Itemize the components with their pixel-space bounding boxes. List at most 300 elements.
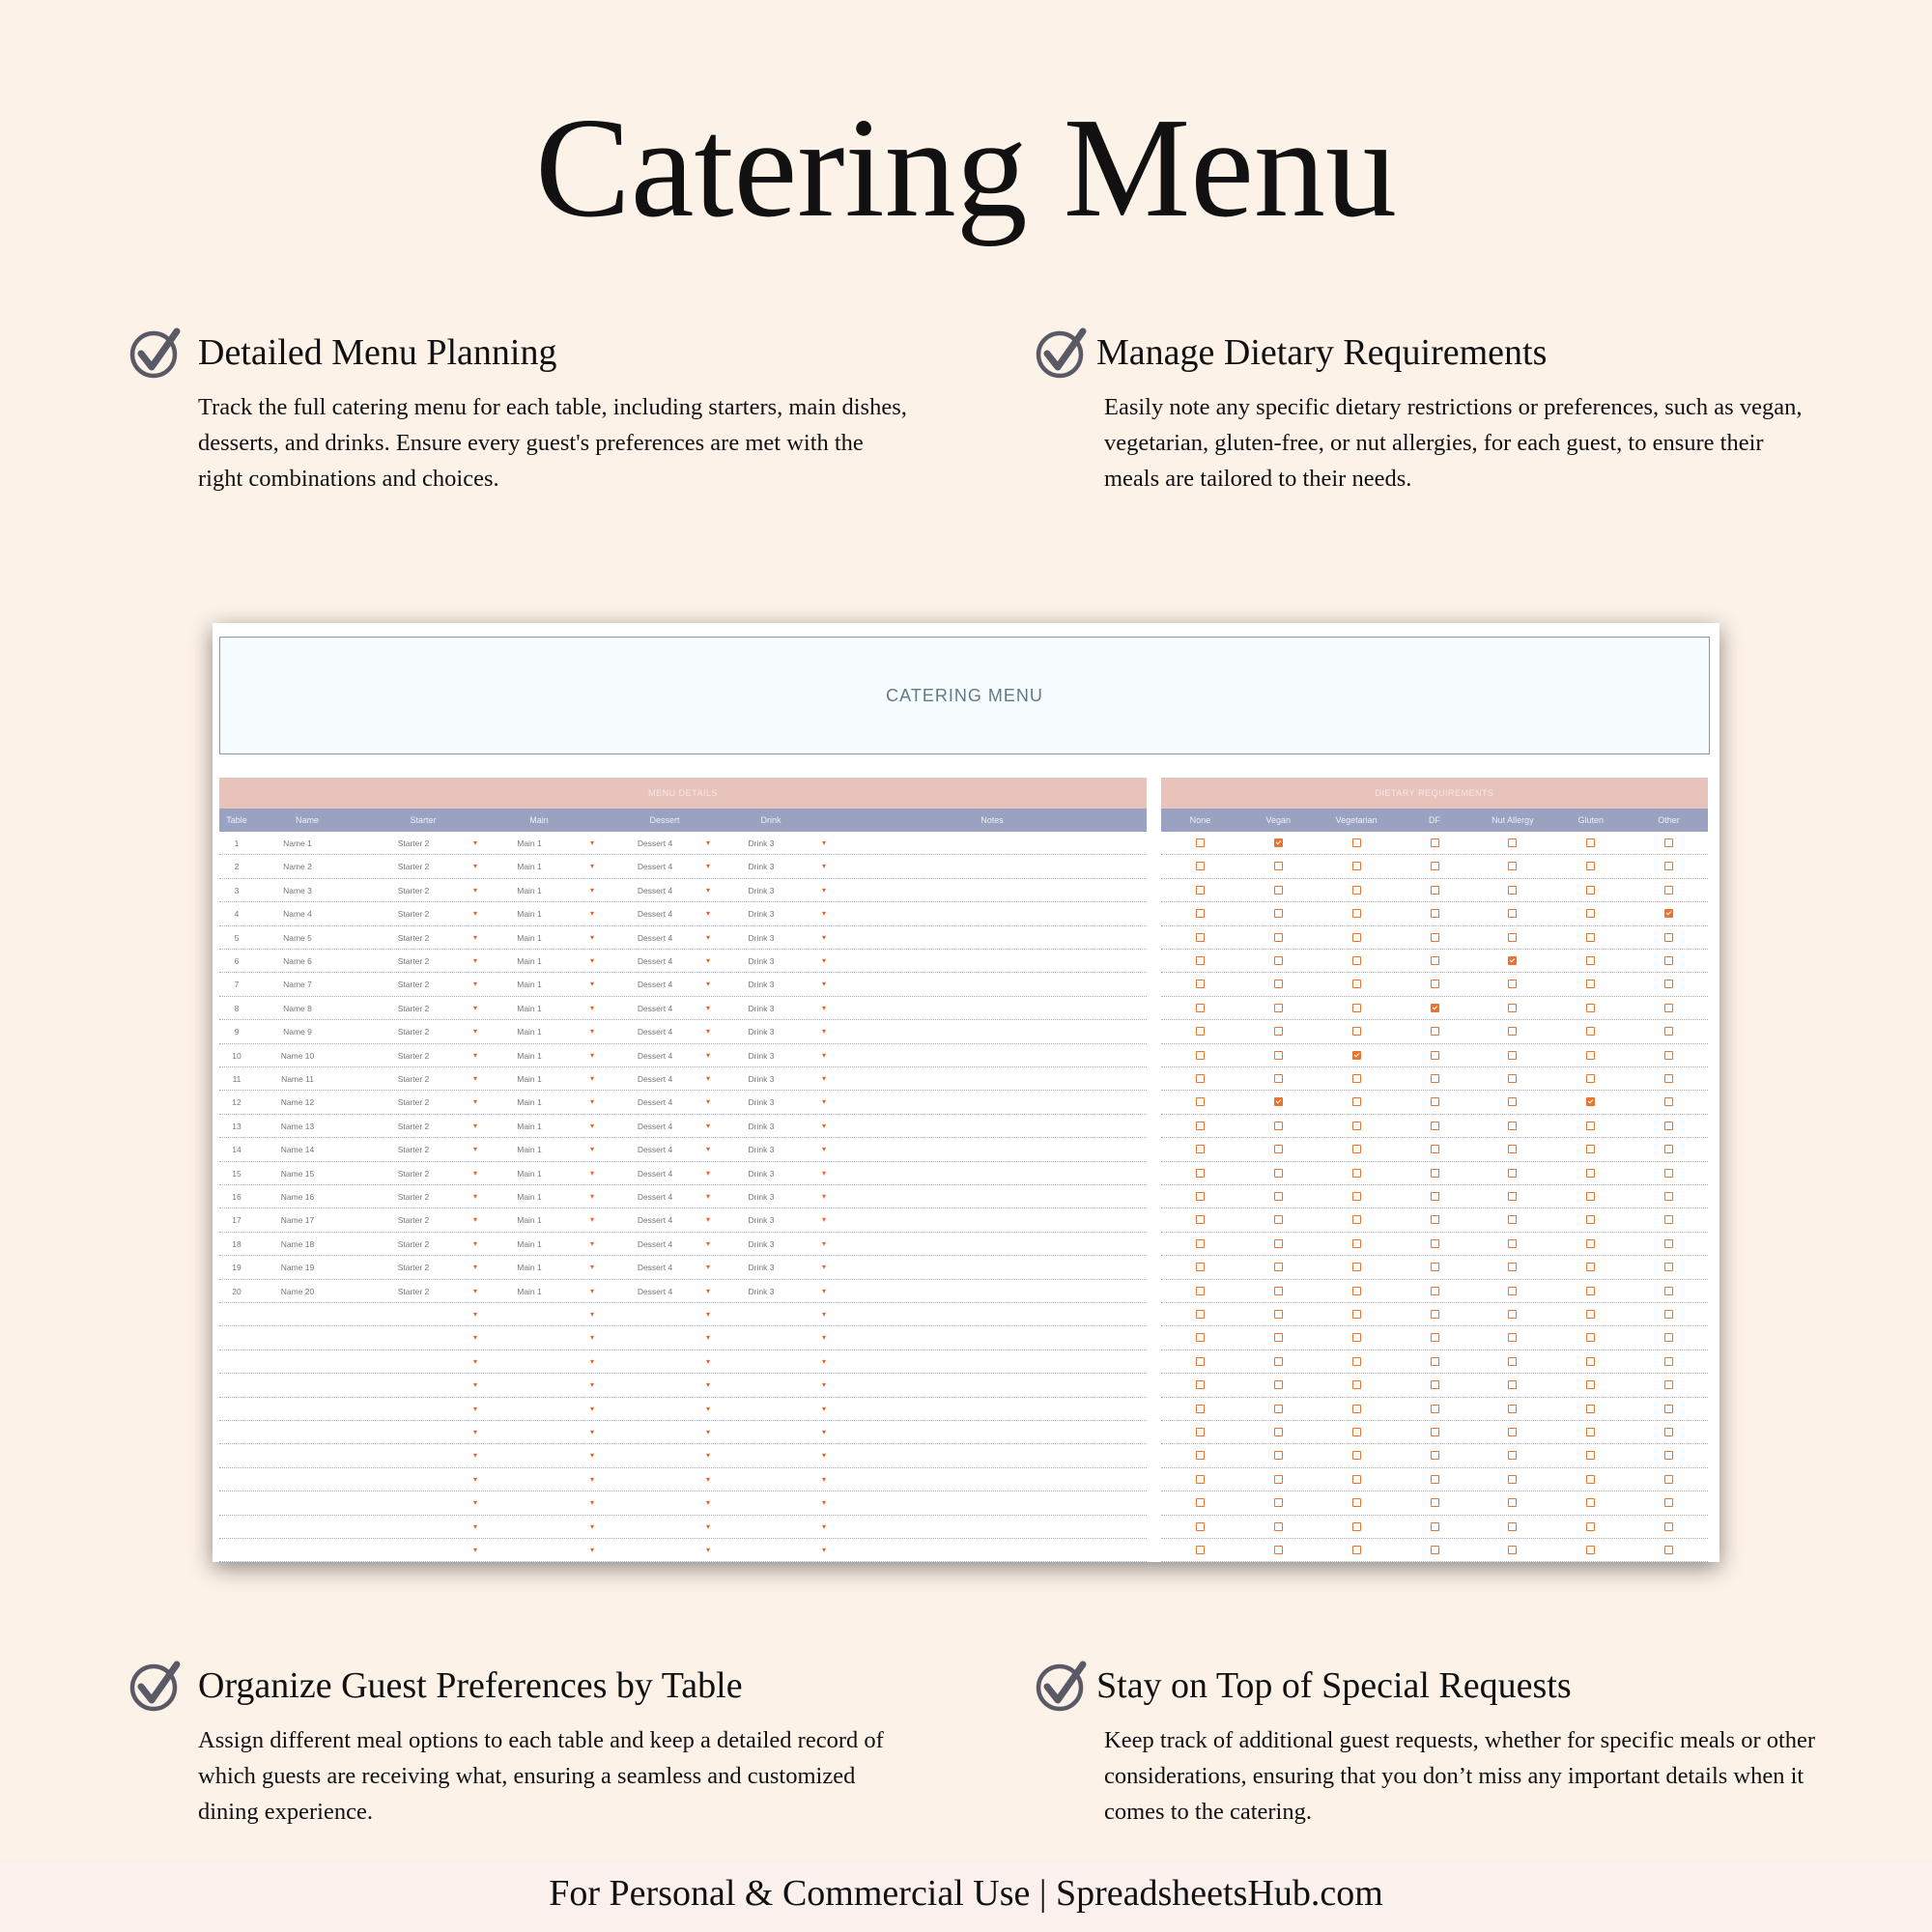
dropdown-arrow-icon[interactable]: ▾ <box>472 1074 477 1083</box>
cell-name[interactable]: Name 6 <box>283 956 312 966</box>
checkbox-nut-allergy[interactable] <box>1508 1287 1517 1295</box>
dropdown-arrow-icon[interactable]: ▾ <box>821 1215 826 1225</box>
checkbox-gluten[interactable] <box>1586 1475 1595 1484</box>
cell-starter[interactable]: Starter 2 <box>397 1238 430 1249</box>
cell-dessert[interactable]: Dessert 4 <box>637 1168 673 1179</box>
dropdown-arrow-icon[interactable]: ▾ <box>589 1451 594 1461</box>
checkbox-vegan[interactable] <box>1274 1357 1283 1366</box>
checkbox-none[interactable] <box>1196 1405 1205 1413</box>
dropdown-arrow-icon[interactable]: ▾ <box>705 1451 710 1461</box>
checkbox-none[interactable] <box>1196 1310 1205 1319</box>
checkbox-vegetarian[interactable] <box>1352 1357 1361 1366</box>
checkbox-nut-allergy[interactable] <box>1508 1546 1517 1554</box>
dropdown-arrow-icon[interactable]: ▾ <box>705 1546 710 1554</box>
dropdown-arrow-icon[interactable]: ▾ <box>705 1474 710 1484</box>
checkbox-nut-allergy[interactable] <box>1508 1428 1517 1436</box>
checkbox-nut-allergy[interactable] <box>1508 1027 1517 1036</box>
checkbox-vegetarian[interactable] <box>1352 1145 1361 1153</box>
checkbox-gluten[interactable] <box>1586 1310 1595 1319</box>
checkbox-gluten[interactable] <box>1586 1097 1595 1106</box>
cell-main[interactable]: Main 1 <box>517 1027 542 1037</box>
dropdown-arrow-icon[interactable]: ▾ <box>705 1145 710 1154</box>
checkbox-vegetarian[interactable] <box>1352 1074 1361 1083</box>
checkbox-none[interactable] <box>1196 862 1205 870</box>
checkbox-other[interactable] <box>1664 1475 1673 1484</box>
checkbox-other[interactable] <box>1664 1546 1673 1554</box>
checkbox-nut-allergy[interactable] <box>1508 1310 1517 1319</box>
cell-main[interactable]: Main 1 <box>517 1238 542 1249</box>
checkbox-vegan[interactable] <box>1274 1239 1283 1248</box>
checkbox-df[interactable] <box>1431 838 1439 847</box>
dropdown-arrow-icon[interactable]: ▾ <box>705 932 710 942</box>
cell-drink[interactable]: Drink 3 <box>748 1145 775 1155</box>
dropdown-arrow-icon[interactable]: ▾ <box>589 1145 594 1154</box>
dropdown-arrow-icon[interactable]: ▾ <box>705 1380 710 1390</box>
dropdown-arrow-icon[interactable]: ▾ <box>821 1310 826 1319</box>
checkbox-other[interactable] <box>1664 933 1673 942</box>
cell-main[interactable]: Main 1 <box>517 862 542 872</box>
cell-drink[interactable]: Drink 3 <box>748 1215 775 1226</box>
checkbox-df[interactable] <box>1431 1522 1439 1531</box>
checkbox-df[interactable] <box>1431 909 1439 918</box>
checkbox-vegetarian[interactable] <box>1352 1051 1361 1060</box>
dropdown-arrow-icon[interactable]: ▾ <box>589 956 594 965</box>
cell-drink[interactable]: Drink 3 <box>748 1074 775 1084</box>
checkbox-none[interactable] <box>1196 1380 1205 1389</box>
checkbox-gluten[interactable] <box>1586 909 1595 918</box>
checkbox-vegan[interactable] <box>1274 1380 1283 1389</box>
checkbox-gluten[interactable] <box>1586 1004 1595 1012</box>
cell-drink[interactable]: Drink 3 <box>748 980 775 990</box>
checkbox-df[interactable] <box>1431 1405 1439 1413</box>
checkbox-nut-allergy[interactable] <box>1508 838 1517 847</box>
dropdown-arrow-icon[interactable]: ▾ <box>821 1333 826 1343</box>
dropdown-arrow-icon[interactable]: ▾ <box>821 1521 826 1531</box>
checkbox-vegan[interactable] <box>1274 862 1283 870</box>
cell-table[interactable]: 5 <box>234 932 240 943</box>
cell-starter[interactable]: Starter 2 <box>397 1215 430 1226</box>
cell-table[interactable]: 14 <box>232 1145 242 1155</box>
dropdown-arrow-icon[interactable]: ▾ <box>821 1192 826 1201</box>
checkbox-vegan[interactable] <box>1274 1287 1283 1295</box>
dropdown-arrow-icon[interactable]: ▾ <box>821 1121 826 1130</box>
checkbox-vegetarian[interactable] <box>1352 1239 1361 1248</box>
cell-name[interactable]: Name 7 <box>283 980 312 990</box>
checkbox-none[interactable] <box>1196 1097 1205 1106</box>
dropdown-arrow-icon[interactable]: ▾ <box>589 1310 594 1319</box>
checkbox-gluten[interactable] <box>1586 1498 1595 1507</box>
checkbox-nut-allergy[interactable] <box>1508 1192 1517 1201</box>
checkbox-nut-allergy[interactable] <box>1508 956 1517 965</box>
dropdown-arrow-icon[interactable]: ▾ <box>821 1404 826 1413</box>
dropdown-arrow-icon[interactable]: ▾ <box>472 1451 477 1461</box>
dropdown-arrow-icon[interactable]: ▾ <box>589 1074 594 1083</box>
checkbox-vegetarian[interactable] <box>1352 1263 1361 1271</box>
checkbox-vegetarian[interactable] <box>1352 1287 1361 1295</box>
cell-name[interactable]: Name 16 <box>280 1192 315 1202</box>
dropdown-arrow-icon[interactable]: ▾ <box>705 838 710 847</box>
checkbox-other[interactable] <box>1664 1122 1673 1130</box>
checkbox-other[interactable] <box>1664 886 1673 895</box>
checkbox-gluten[interactable] <box>1586 1074 1595 1083</box>
checkbox-vegan[interactable] <box>1274 1263 1283 1271</box>
checkbox-gluten[interactable] <box>1586 1546 1595 1554</box>
checkbox-gluten[interactable] <box>1586 1215 1595 1224</box>
cell-name[interactable]: Name 4 <box>283 909 312 920</box>
dropdown-arrow-icon[interactable]: ▾ <box>472 1097 477 1107</box>
checkbox-none[interactable] <box>1196 1428 1205 1436</box>
checkbox-vegetarian[interactable] <box>1352 956 1361 965</box>
dropdown-arrow-icon[interactable]: ▾ <box>705 862 710 871</box>
checkbox-df[interactable] <box>1431 886 1439 895</box>
checkbox-other[interactable] <box>1664 838 1673 847</box>
dropdown-arrow-icon[interactable]: ▾ <box>705 1121 710 1130</box>
dropdown-arrow-icon[interactable]: ▾ <box>472 1428 477 1436</box>
checkbox-nut-allergy[interactable] <box>1508 1051 1517 1060</box>
checkbox-other[interactable] <box>1664 1074 1673 1083</box>
cell-table[interactable]: 16 <box>232 1192 242 1202</box>
checkbox-other[interactable] <box>1664 1451 1673 1460</box>
dropdown-arrow-icon[interactable]: ▾ <box>472 862 477 871</box>
dropdown-arrow-icon[interactable]: ▾ <box>705 1498 710 1508</box>
checkbox-df[interactable] <box>1431 1263 1439 1271</box>
dropdown-arrow-icon[interactable]: ▾ <box>705 1404 710 1413</box>
dropdown-arrow-icon[interactable]: ▾ <box>589 1333 594 1343</box>
checkbox-df[interactable] <box>1431 1498 1439 1507</box>
checkbox-nut-allergy[interactable] <box>1508 1451 1517 1460</box>
checkbox-vegan[interactable] <box>1274 956 1283 965</box>
cell-main[interactable]: Main 1 <box>517 1097 542 1108</box>
cell-name[interactable]: Name 2 <box>283 862 312 872</box>
cell-main[interactable]: Main 1 <box>517 1215 542 1226</box>
cell-drink[interactable]: Drink 3 <box>748 909 775 920</box>
cell-main[interactable]: Main 1 <box>517 1286 542 1296</box>
checkbox-df[interactable] <box>1431 980 1439 988</box>
checkbox-nut-allergy[interactable] <box>1508 1215 1517 1224</box>
checkbox-none[interactable] <box>1196 886 1205 895</box>
dropdown-arrow-icon[interactable]: ▾ <box>705 1286 710 1295</box>
dropdown-arrow-icon[interactable]: ▾ <box>472 1168 477 1178</box>
dropdown-arrow-icon[interactable]: ▾ <box>705 956 710 965</box>
cell-dessert[interactable]: Dessert 4 <box>637 956 673 966</box>
cell-name[interactable]: Name 18 <box>280 1238 315 1249</box>
dropdown-arrow-icon[interactable]: ▾ <box>821 1074 826 1083</box>
checkbox-vegetarian[interactable] <box>1352 1428 1361 1436</box>
dropdown-arrow-icon[interactable]: ▾ <box>705 1263 710 1272</box>
checkbox-vegan[interactable] <box>1274 1475 1283 1484</box>
cell-dessert[interactable]: Dessert 4 <box>637 1263 673 1273</box>
checkbox-none[interactable] <box>1196 1522 1205 1531</box>
dropdown-arrow-icon[interactable]: ▾ <box>472 1380 477 1390</box>
checkbox-vegetarian[interactable] <box>1352 1215 1361 1224</box>
cell-dessert[interactable]: Dessert 4 <box>637 1215 673 1226</box>
checkbox-none[interactable] <box>1196 1451 1205 1460</box>
dropdown-arrow-icon[interactable]: ▾ <box>705 885 710 895</box>
checkbox-other[interactable] <box>1664 1405 1673 1413</box>
checkbox-none[interactable] <box>1196 1027 1205 1036</box>
checkbox-nut-allergy[interactable] <box>1508 1122 1517 1130</box>
checkbox-nut-allergy[interactable] <box>1508 1145 1517 1153</box>
checkbox-gluten[interactable] <box>1586 1428 1595 1436</box>
checkbox-vegetarian[interactable] <box>1352 886 1361 895</box>
cell-starter[interactable]: Starter 2 <box>397 909 430 920</box>
dropdown-arrow-icon[interactable]: ▾ <box>705 1428 710 1436</box>
checkbox-nut-allergy[interactable] <box>1508 1097 1517 1106</box>
dropdown-arrow-icon[interactable]: ▾ <box>821 956 826 965</box>
dropdown-arrow-icon[interactable]: ▾ <box>705 1333 710 1343</box>
dropdown-arrow-icon[interactable]: ▾ <box>589 1097 594 1107</box>
dropdown-arrow-icon[interactable]: ▾ <box>705 1168 710 1178</box>
checkbox-nut-allergy[interactable] <box>1508 1475 1517 1484</box>
cell-drink[interactable]: Drink 3 <box>748 838 775 848</box>
checkbox-df[interactable] <box>1431 1004 1439 1012</box>
checkbox-gluten[interactable] <box>1586 1192 1595 1201</box>
dropdown-arrow-icon[interactable]: ▾ <box>589 862 594 871</box>
cell-starter[interactable]: Starter 2 <box>397 956 430 966</box>
checkbox-vegan[interactable] <box>1274 1192 1283 1201</box>
checkbox-df[interactable] <box>1431 956 1439 965</box>
cell-drink[interactable]: Drink 3 <box>748 1050 775 1061</box>
checkbox-none[interactable] <box>1196 980 1205 988</box>
checkbox-other[interactable] <box>1664 1027 1673 1036</box>
checkbox-vegan[interactable] <box>1274 1546 1283 1554</box>
checkbox-nut-allergy[interactable] <box>1508 1169 1517 1178</box>
dropdown-arrow-icon[interactable]: ▾ <box>589 1546 594 1554</box>
dropdown-arrow-icon[interactable]: ▾ <box>472 1310 477 1319</box>
cell-table[interactable]: 20 <box>232 1286 242 1296</box>
checkbox-other[interactable] <box>1664 1263 1673 1271</box>
cell-table[interactable]: 11 <box>232 1074 242 1084</box>
cell-name[interactable]: Name 9 <box>283 1027 312 1037</box>
checkbox-gluten[interactable] <box>1586 862 1595 870</box>
checkbox-df[interactable] <box>1431 1027 1439 1036</box>
dropdown-arrow-icon[interactable]: ▾ <box>589 838 594 847</box>
checkbox-vegetarian[interactable] <box>1352 1333 1361 1342</box>
cell-name[interactable]: Name 20 <box>280 1286 315 1296</box>
checkbox-vegan[interactable] <box>1274 1169 1283 1178</box>
cell-name[interactable]: Name 19 <box>280 1263 315 1273</box>
cell-drink[interactable]: Drink 3 <box>748 1027 775 1037</box>
cell-drink[interactable]: Drink 3 <box>748 956 775 966</box>
cell-dessert[interactable]: Dessert 4 <box>637 1238 673 1249</box>
dropdown-arrow-icon[interactable]: ▾ <box>821 1286 826 1295</box>
dropdown-arrow-icon[interactable]: ▾ <box>472 1238 477 1248</box>
cell-dessert[interactable]: Dessert 4 <box>637 1145 673 1155</box>
checkbox-other[interactable] <box>1664 1169 1673 1178</box>
checkbox-other[interactable] <box>1664 862 1673 870</box>
dropdown-arrow-icon[interactable]: ▾ <box>705 1356 710 1366</box>
cell-starter[interactable]: Starter 2 <box>397 1003 430 1013</box>
cell-dessert[interactable]: Dessert 4 <box>637 932 673 943</box>
checkbox-gluten[interactable] <box>1586 1380 1595 1389</box>
cell-dessert[interactable]: Dessert 4 <box>637 1050 673 1061</box>
dropdown-arrow-icon[interactable]: ▾ <box>472 932 477 942</box>
dropdown-arrow-icon[interactable]: ▾ <box>705 1192 710 1201</box>
cell-dessert[interactable]: Dessert 4 <box>637 909 673 920</box>
checkbox-vegan[interactable] <box>1274 1074 1283 1083</box>
dropdown-arrow-icon[interactable]: ▾ <box>589 1050 594 1060</box>
cell-table[interactable]: 7 <box>234 980 240 990</box>
checkbox-df[interactable] <box>1431 1097 1439 1106</box>
checkbox-gluten[interactable] <box>1586 1051 1595 1060</box>
dropdown-arrow-icon[interactable]: ▾ <box>821 980 826 989</box>
checkbox-vegan[interactable] <box>1274 1145 1283 1153</box>
cell-starter[interactable]: Starter 2 <box>397 1145 430 1155</box>
checkbox-none[interactable] <box>1196 1004 1205 1012</box>
dropdown-arrow-icon[interactable]: ▾ <box>472 1192 477 1201</box>
checkbox-nut-allergy[interactable] <box>1508 1333 1517 1342</box>
checkbox-vegan[interactable] <box>1274 1122 1283 1130</box>
checkbox-vegetarian[interactable] <box>1352 862 1361 870</box>
checkbox-vegetarian[interactable] <box>1352 1380 1361 1389</box>
cell-main[interactable]: Main 1 <box>517 1074 542 1084</box>
dropdown-arrow-icon[interactable]: ▾ <box>472 1521 477 1531</box>
checkbox-nut-allergy[interactable] <box>1508 1380 1517 1389</box>
checkbox-none[interactable] <box>1196 1546 1205 1554</box>
dropdown-arrow-icon[interactable]: ▾ <box>472 1404 477 1413</box>
cell-table[interactable]: 19 <box>232 1263 242 1273</box>
cell-name[interactable]: Name 14 <box>280 1145 315 1155</box>
checkbox-df[interactable] <box>1431 1122 1439 1130</box>
dropdown-arrow-icon[interactable]: ▾ <box>472 1215 477 1225</box>
checkbox-other[interactable] <box>1664 1239 1673 1248</box>
dropdown-arrow-icon[interactable]: ▾ <box>472 1286 477 1295</box>
cell-table[interactable]: 12 <box>232 1097 242 1108</box>
checkbox-other[interactable] <box>1664 1498 1673 1507</box>
dropdown-arrow-icon[interactable]: ▾ <box>589 1380 594 1390</box>
cell-table[interactable]: 17 <box>232 1215 242 1226</box>
checkbox-df[interactable] <box>1431 1145 1439 1153</box>
cell-starter[interactable]: Starter 2 <box>397 862 430 872</box>
checkbox-df[interactable] <box>1431 1546 1439 1554</box>
dropdown-arrow-icon[interactable]: ▾ <box>589 932 594 942</box>
checkbox-vegan[interactable] <box>1274 1451 1283 1460</box>
cell-drink[interactable]: Drink 3 <box>748 1192 775 1202</box>
dropdown-arrow-icon[interactable]: ▾ <box>705 1238 710 1248</box>
checkbox-none[interactable] <box>1196 1475 1205 1484</box>
checkbox-vegetarian[interactable] <box>1352 1546 1361 1554</box>
dropdown-arrow-icon[interactable]: ▾ <box>589 1356 594 1366</box>
cell-main[interactable]: Main 1 <box>517 1121 542 1131</box>
cell-dessert[interactable]: Dessert 4 <box>637 980 673 990</box>
checkbox-other[interactable] <box>1664 1380 1673 1389</box>
checkbox-df[interactable] <box>1431 1051 1439 1060</box>
checkbox-gluten[interactable] <box>1586 933 1595 942</box>
cell-starter[interactable]: Starter 2 <box>397 1168 430 1179</box>
cell-dessert[interactable]: Dessert 4 <box>637 885 673 895</box>
checkbox-vegetarian[interactable] <box>1352 1169 1361 1178</box>
dropdown-arrow-icon[interactable]: ▾ <box>821 1451 826 1461</box>
cell-drink[interactable]: Drink 3 <box>748 1263 775 1273</box>
checkbox-df[interactable] <box>1431 1475 1439 1484</box>
checkbox-vegan[interactable] <box>1274 1004 1283 1012</box>
checkbox-other[interactable] <box>1664 909 1673 918</box>
checkbox-none[interactable] <box>1196 1169 1205 1178</box>
checkbox-other[interactable] <box>1664 1428 1673 1436</box>
checkbox-gluten[interactable] <box>1586 1357 1595 1366</box>
dropdown-arrow-icon[interactable]: ▾ <box>589 885 594 895</box>
checkbox-nut-allergy[interactable] <box>1508 862 1517 870</box>
cell-starter[interactable]: Starter 2 <box>397 980 430 990</box>
checkbox-df[interactable] <box>1431 1333 1439 1342</box>
cell-drink[interactable]: Drink 3 <box>748 1286 775 1296</box>
dropdown-arrow-icon[interactable]: ▾ <box>472 1145 477 1154</box>
checkbox-vegan[interactable] <box>1274 980 1283 988</box>
checkbox-vegan[interactable] <box>1274 1051 1283 1060</box>
cell-starter[interactable]: Starter 2 <box>397 1121 430 1131</box>
checkbox-nut-allergy[interactable] <box>1508 1498 1517 1507</box>
dropdown-arrow-icon[interactable]: ▾ <box>705 980 710 989</box>
cell-name[interactable]: Name 13 <box>280 1121 315 1131</box>
cell-table[interactable]: 3 <box>234 885 240 895</box>
cell-main[interactable]: Main 1 <box>517 1263 542 1273</box>
checkbox-vegan[interactable] <box>1274 1405 1283 1413</box>
checkbox-gluten[interactable] <box>1586 1405 1595 1413</box>
cell-starter[interactable]: Starter 2 <box>397 838 430 848</box>
cell-table[interactable]: 10 <box>232 1050 242 1061</box>
checkbox-vegetarian[interactable] <box>1352 1498 1361 1507</box>
cell-name[interactable]: Name 11 <box>281 1074 314 1084</box>
checkbox-vegan[interactable] <box>1274 1522 1283 1531</box>
dropdown-arrow-icon[interactable]: ▾ <box>589 1474 594 1484</box>
checkbox-vegetarian[interactable] <box>1352 1475 1361 1484</box>
checkbox-df[interactable] <box>1431 1074 1439 1083</box>
cell-main[interactable]: Main 1 <box>517 1192 542 1202</box>
checkbox-vegetarian[interactable] <box>1352 1192 1361 1201</box>
cell-dessert[interactable]: Dessert 4 <box>637 1286 673 1296</box>
dropdown-arrow-icon[interactable]: ▾ <box>589 1003 594 1012</box>
dropdown-arrow-icon[interactable]: ▾ <box>589 1263 594 1272</box>
checkbox-none[interactable] <box>1196 1263 1205 1271</box>
checkbox-df[interactable] <box>1431 1192 1439 1201</box>
cell-drink[interactable]: Drink 3 <box>748 1121 775 1131</box>
checkbox-other[interactable] <box>1664 1357 1673 1366</box>
dropdown-arrow-icon[interactable]: ▾ <box>821 862 826 871</box>
dropdown-arrow-icon[interactable]: ▾ <box>705 1521 710 1531</box>
cell-starter[interactable]: Starter 2 <box>397 1074 430 1084</box>
dropdown-arrow-icon[interactable]: ▾ <box>472 1050 477 1060</box>
cell-main[interactable]: Main 1 <box>517 838 542 848</box>
dropdown-arrow-icon[interactable]: ▾ <box>821 1380 826 1390</box>
cell-name[interactable]: Name 1 <box>283 838 312 848</box>
dropdown-arrow-icon[interactable]: ▾ <box>705 1027 710 1037</box>
dropdown-arrow-icon[interactable]: ▾ <box>705 1074 710 1083</box>
dropdown-arrow-icon[interactable]: ▾ <box>589 1286 594 1295</box>
checkbox-none[interactable] <box>1196 1498 1205 1507</box>
checkbox-other[interactable] <box>1664 1051 1673 1060</box>
cell-drink[interactable]: Drink 3 <box>748 862 775 872</box>
cell-drink[interactable]: Drink 3 <box>748 1097 775 1108</box>
dropdown-arrow-icon[interactable]: ▾ <box>472 885 477 895</box>
dropdown-arrow-icon[interactable]: ▾ <box>472 980 477 989</box>
checkbox-df[interactable] <box>1431 1380 1439 1389</box>
cell-dessert[interactable]: Dessert 4 <box>637 1003 673 1013</box>
cell-drink[interactable]: Drink 3 <box>748 1238 775 1249</box>
cell-starter[interactable]: Starter 2 <box>397 1263 430 1273</box>
cell-main[interactable]: Main 1 <box>517 956 542 966</box>
dropdown-arrow-icon[interactable]: ▾ <box>821 1003 826 1012</box>
checkbox-none[interactable] <box>1196 1333 1205 1342</box>
cell-main[interactable]: Main 1 <box>517 980 542 990</box>
dropdown-arrow-icon[interactable]: ▾ <box>821 1428 826 1436</box>
dropdown-arrow-icon[interactable]: ▾ <box>821 1168 826 1178</box>
checkbox-gluten[interactable] <box>1586 1263 1595 1271</box>
checkbox-nut-allergy[interactable] <box>1508 886 1517 895</box>
checkbox-vegan[interactable] <box>1274 1428 1283 1436</box>
cell-table[interactable]: 8 <box>234 1003 240 1013</box>
checkbox-none[interactable] <box>1196 1051 1205 1060</box>
cell-table[interactable]: 15 <box>232 1168 242 1179</box>
